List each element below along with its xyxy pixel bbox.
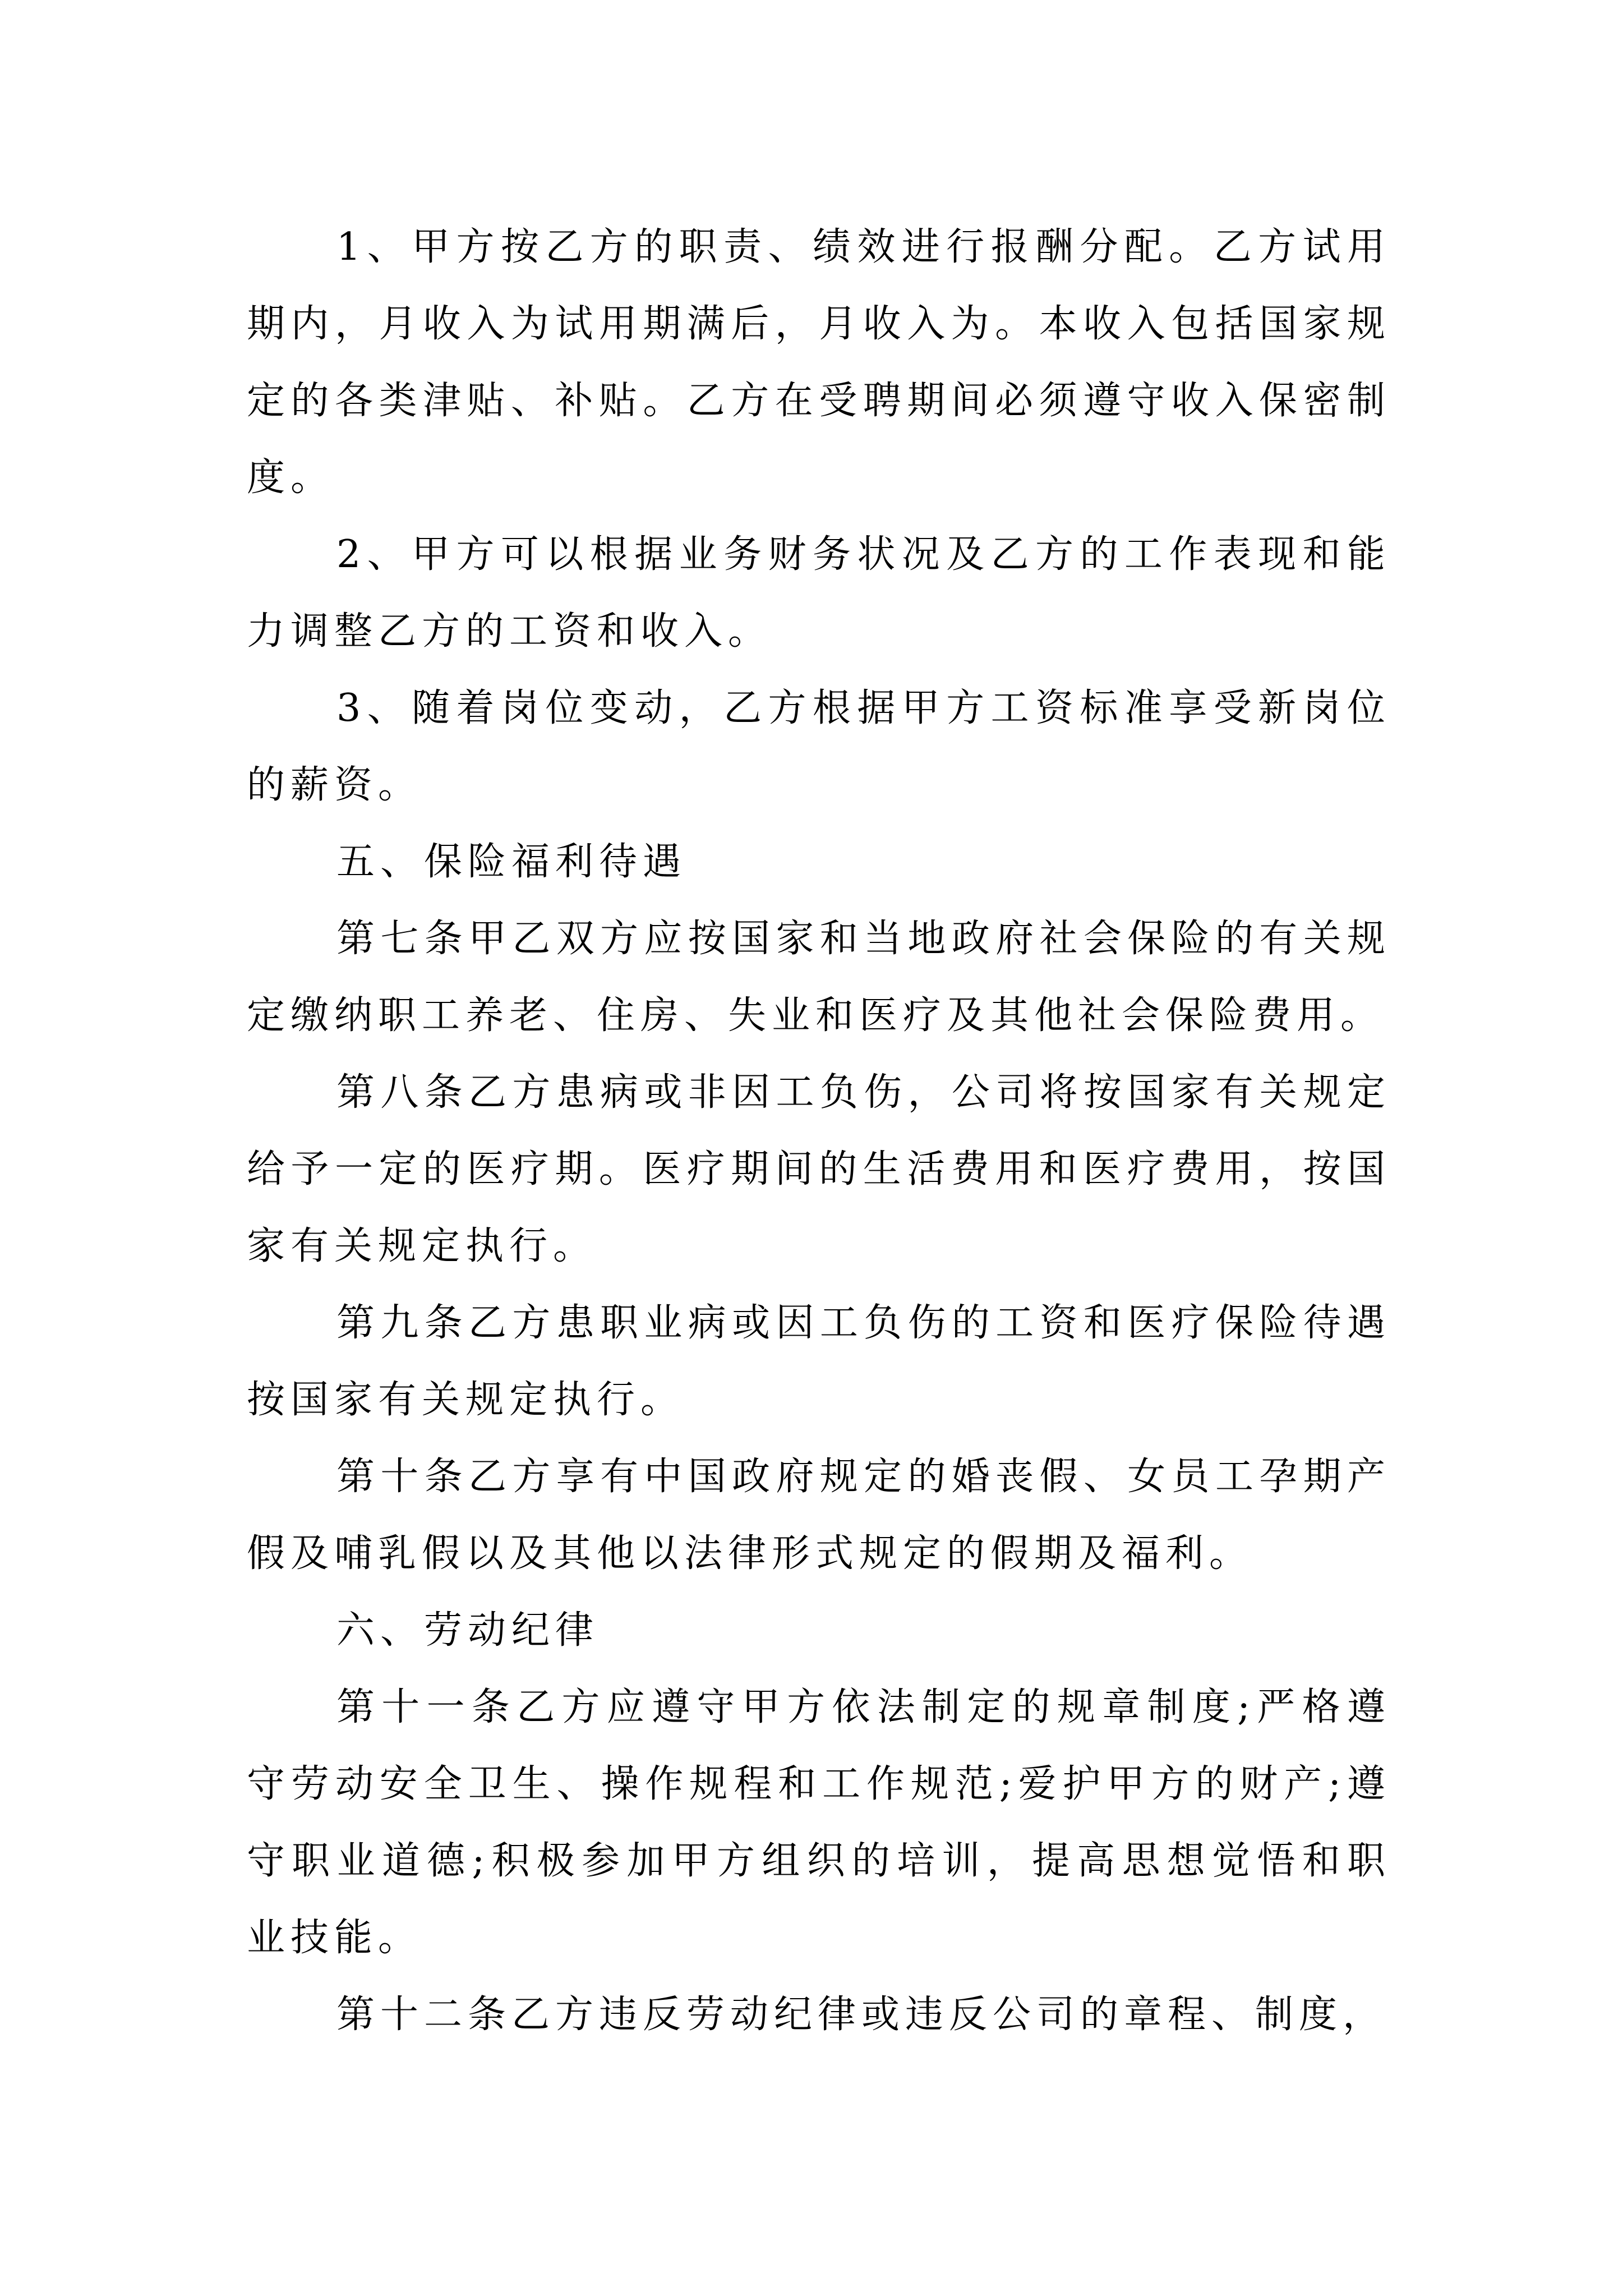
section-heading-insurance-benefits: 五、保险福利待遇 (336, 840, 687, 884)
article-8: 第八条乙方患病或非因工负伤，公司将按国家有关规定给予一定的医疗期。医疗期间的生活费用和医疗费用，按国家有关规定执行。 (247, 1070, 1391, 1268)
paragraph-salary-distribution: 1、甲方按乙方的职责、绩效进行报酬分配。乙方试用期内，月收入为试用期满后，月收入为。本收入包括国家规定的各类津贴、补贴。乙方在受聘期间必须遵守收入保密制度。 (247, 225, 1391, 500)
paragraph-salary-adjustment: 2、甲方可以根据业务财务状况及乙方的工作表现和能力调整乙方的工资和收入。 (247, 532, 1391, 654)
document-page (247, 209, 1391, 2053)
paragraph-position-change: 3、随着岗位变动，乙方根据甲方工资标准享受新岗位的薪资。 (247, 686, 1391, 807)
article-9: 第九条乙方患职业病或因工负伤的工资和医疗保险待遇按国家有关规定执行。 (247, 1301, 1391, 1422)
article-12: 第十二条乙方违反劳动纪律或违反公司的章程、制度， (336, 1993, 1387, 2037)
section-heading-labor-discipline: 六、劳动纪律 (336, 1608, 600, 1653)
article-11: 第十一条乙方应遵守甲方依法制定的规章制度;严格遵守劳动安全卫生、操作规程和工作规范;爱护甲方的财产;遵守职业道德;积极参加甲方组织的培训，提高思想觉悟和职业技能。 (247, 1685, 1391, 1960)
article-7: 第七条甲乙双方应按国家和当地政府社会保险的有关规定缴纳职工养老、住房、失业和医疗及其他社会保险费用。 (247, 917, 1391, 1038)
article-10: 第十条乙方享有中国政府规定的婚丧假、女员工孕期产假及哺乳假以及其他以法律形式规定的假期及福利。 (247, 1455, 1391, 1576)
